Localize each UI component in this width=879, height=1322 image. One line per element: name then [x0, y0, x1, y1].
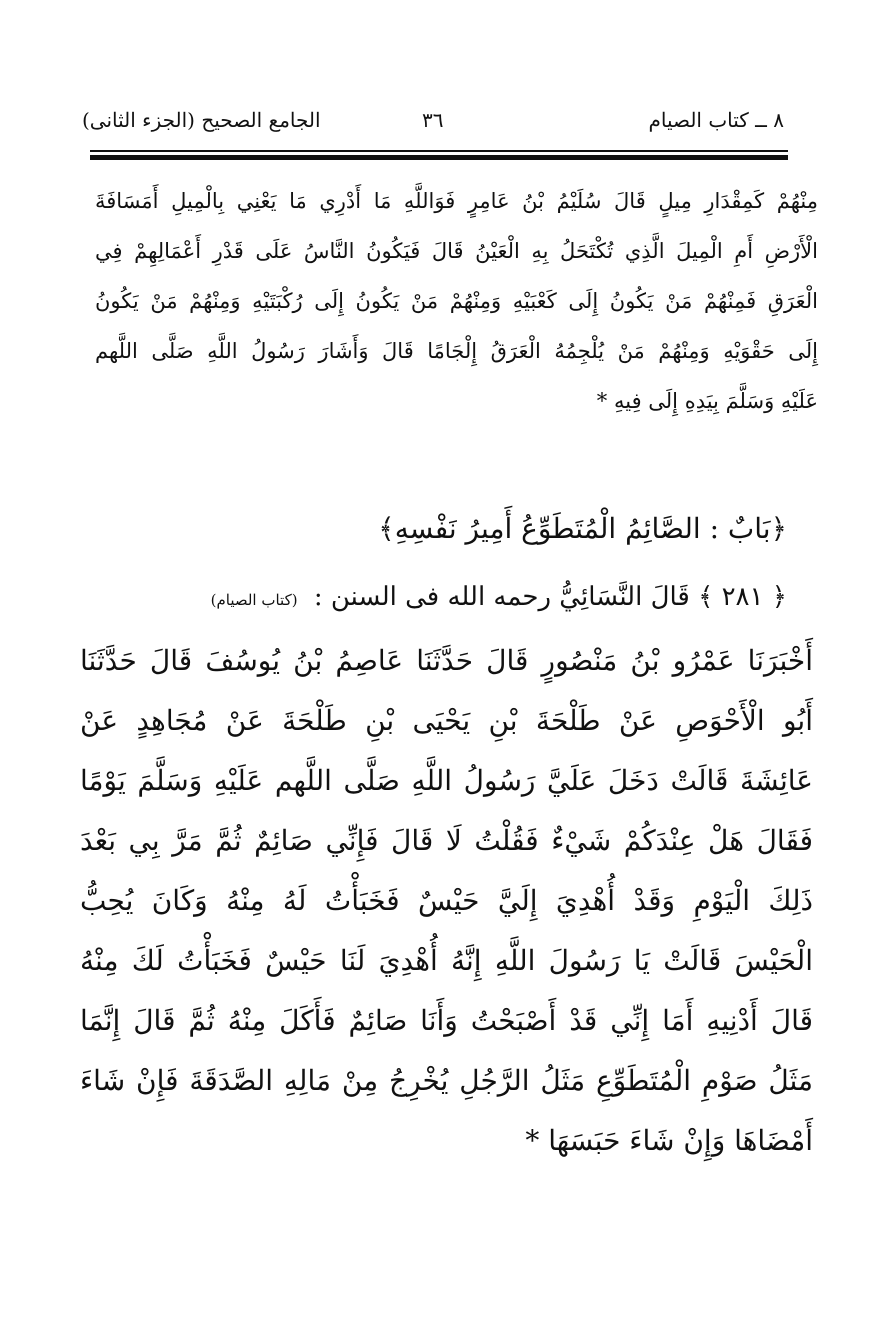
- header-rule-thick: [90, 155, 788, 160]
- header-chapter-label: ٨ ــ كتاب الصيام: [648, 108, 784, 132]
- hadith-source: (كتاب الصيام): [210, 591, 298, 609]
- text-line: مَثَلُ صَوْمِ الْمُتَطَوِّعِ مَثَلُ الرَّجُلِ يُخْرِجُ مِنْ مَالِهِ الصَّدَقَةَ فَإِنْ شَاءَ: [80, 1064, 814, 1097]
- text-line: الْأَرْضِ أَمِ الْمِيلَ الَّذِي تُكْتَحَلُ بِهِ الْعَيْنُ قَالَ فَيَكُونُ النَّاسُ عَلَى قَدْرِ أَعْمَالِهِمْ فِي: [95, 239, 818, 263]
- text-line: الْعَرَقِ فَمِنْهُمْ مَنْ يَكُونُ إِلَى كَعْبَيْهِ وَمِنْهُمْ مَنْ يَكُونُ إِلَى رُكْبَتَيْهِ وَمِنْهُمْ مَنْ يَكُونُ: [95, 289, 818, 313]
- text-line: عَائِشَةَ قَالَتْ دَخَلَ عَلَيَّ رَسُولُ اللَّهِ صَلَّى اللَّهم عَلَيْهِ وَسَلَّمَ يَوْمًا: [80, 764, 813, 797]
- hadith-heading: [211, 582, 787, 612]
- header-rule-thin: [90, 150, 788, 152]
- hadith-number: ﴿ ٢٨١ ﴾: [698, 582, 787, 612]
- text-line: أَخْبَرَنَا عَمْرُو بْنُ مَنْصُورٍ قَالَ حَدَّثَنَا عَاصِمُ بْنُ يُوسُفَ قَالَ حَدَّثَنَا: [80, 644, 813, 677]
- text-line: عَلَيْهِ وَسَلَّمَ بِيَدِهِ إِلَى فِيهِ *: [596, 389, 818, 413]
- text-line: مِنْهُمْ كَمِقْدَارِ مِيلٍ قَالَ سُلَيْمُ بْنُ عَامِرٍ فَوَاللَّهِ مَا أَدْرِي مَا يَعْنِي بِالْمِيلِ أَمَسَافَةَ: [95, 189, 818, 213]
- header-book-title: الجامع الصحيح (الجزء الثانى): [82, 108, 321, 132]
- hadith-continuation-text: [95, 176, 818, 426]
- page-number: ٣٦: [422, 108, 444, 132]
- text-line: ذَلِكَ الْيَوْمِ وَقَدْ أُهْدِيَ إِلَيَّ حَيْسٌ فَخَبَأْتُ لَهُ مِنْهُ وَكَانَ يُحِبُّ: [80, 884, 813, 917]
- text-line: الْحَيْسَ قَالَتْ يَا رَسُولَ اللَّهِ إِنَّهُ أُهْدِيَ لَنَا حَيْسٌ فَخَبَأْتُ لَكَ مِنْهُ: [80, 944, 813, 977]
- text-line: إِلَى حَقْوَيْهِ وَمِنْهُمْ مَنْ يُلْجِمُهُ الْعَرَقُ إِلْجَامًا قَالَ وَأَشَارَ رَسُولُ اللَّهِ صَلَّى اللَّهم: [95, 339, 818, 363]
- running-header: [82, 100, 794, 140]
- hadith-text: [80, 631, 813, 1171]
- chapter-heading: ﴿بَابٌ : الصَّائِمُ الْمُتَطَوِّعُ أَمِيرُ نَفْسِهِ﴾: [378, 512, 787, 545]
- hadith-intro: قَالَ النَّسَائِيُّ رحمه الله فى السنن :: [313, 582, 690, 612]
- text-line: أَبُو الْأَحْوَصِ عَنْ طَلْحَةَ بْنِ يَحْيَى بْنِ طَلْحَةَ عَنْ مُجَاهِدٍ عَنْ: [80, 704, 813, 737]
- text-line: قَالَ أَدْنِيهِ أَمَا إِنِّي قَدْ أَصْبَحْتُ وَأَنَا صَائِمٌ فَأَكَلَ مِنْهُ ثُمَّ قَالَ إِنَّمَا: [80, 1004, 813, 1037]
- text-line: أَمْضَاهَا وَإِنْ شَاءَ حَبَسَهَا *: [525, 1124, 813, 1157]
- text-line: فَقَالَ هَلْ عِنْدَكُمْ شَيْءٌ فَقُلْتُ لَا قَالَ فَإِنِّي صَائِمٌ ثُمَّ مَرَّ بِي بَعْدَ: [80, 824, 813, 857]
